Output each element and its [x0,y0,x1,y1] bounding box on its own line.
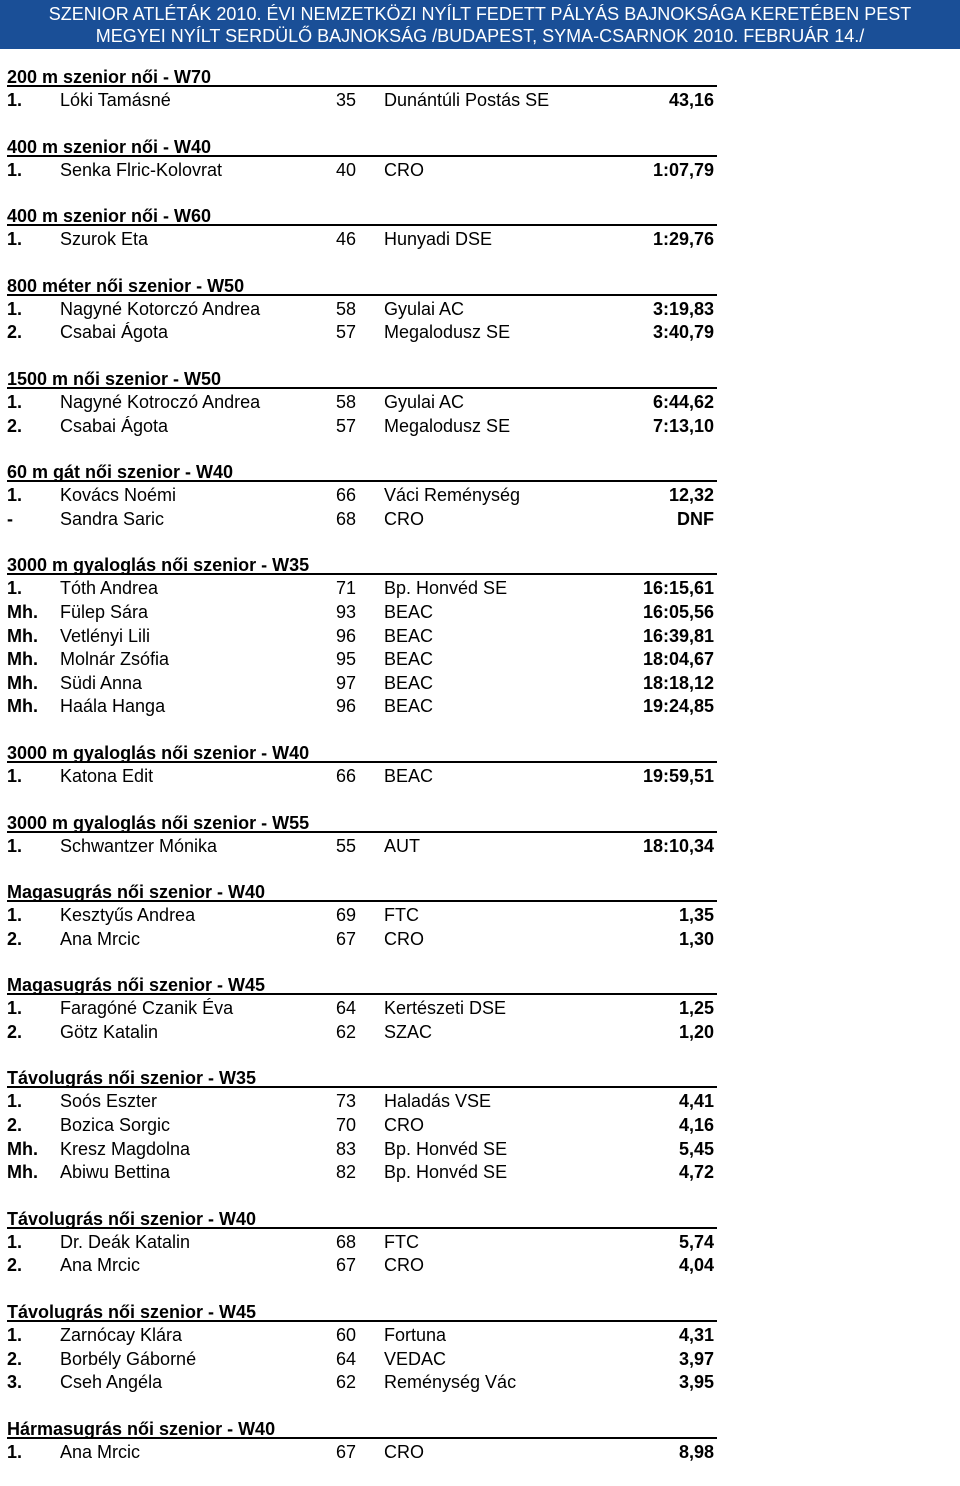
result-value: 12,32 [668,485,714,506]
result-value: 18:18,12 [642,672,714,693]
club-name: Megalodusz SE [384,322,511,343]
result-row [0,1231,960,1255]
result-value: 18:04,67 [642,649,714,670]
birth-year: 67 [336,928,357,949]
result-value: 6:44,62 [652,391,714,412]
event-title [0,1208,960,1231]
event-title [0,66,960,89]
birth-year: 62 [336,1372,357,1393]
birth-year: 69 [336,905,357,926]
result-value: 1,30 [678,928,714,949]
athlete-name: Csabai Ágota [60,415,169,436]
event-section [0,742,960,789]
result-value: 1,25 [678,998,714,1019]
event-section [0,974,960,1044]
result-row [0,928,960,952]
result-value: 1,20 [678,1021,714,1042]
club-name: Dunántúli Postás SE [384,90,550,110]
result-value: 3,95 [678,1372,714,1393]
placing: 1. [7,1091,23,1112]
club-name: Kertészeti DSE [384,998,507,1019]
result-row [0,1021,960,1045]
result-row [0,765,960,789]
result-value: 4,16 [678,1115,714,1136]
event-title-text: Magasugrás női szenior - W40 [7,882,266,903]
result-row [0,904,960,928]
placing: 1. [7,90,23,110]
athlete-name: Schwantzer Mónika [60,835,218,856]
result-row [0,391,960,415]
event-title [0,205,960,228]
result-value: DNF [677,508,714,529]
club-name: FTC [384,905,419,926]
club-name: BEAC [384,649,434,670]
club-name: CRO [384,159,424,180]
club-name: VEDAC [384,1348,447,1369]
header-line-2: MEGYEI NYÍLT SERDÜLŐ BAJNOKSÁG /BUDAPEST, SYMA-CSARNOK 2010. FEBRUÁR 14./ [95,26,865,46]
athlete-name: Csabai Ágota [60,322,169,343]
result-row [0,89,960,113]
placing: 1. [7,229,23,250]
birth-year: 70 [336,1115,357,1136]
event-title-text: 200 m szenior női - W70 [7,67,212,87]
result-value: 7:13,10 [652,415,714,436]
event-section [0,1208,960,1278]
event-title-text: 3000 m gyaloglás női szenior - W55 [7,812,310,833]
athlete-name: Abiwu Bettina [60,1162,171,1183]
athlete-name: Molnár Zsófia [60,649,170,670]
event-title [0,1301,960,1324]
birth-year: 58 [336,298,357,319]
birth-year: 60 [336,1325,357,1346]
birth-year: 46 [336,229,357,250]
placing: 1. [7,578,23,599]
result-value: 8,98 [678,1441,714,1462]
result-row [0,484,960,508]
result-row [0,648,960,672]
athlete-name: Sandra Saric [60,508,165,529]
result-value: 5,45 [678,1138,714,1159]
birth-year: 93 [336,601,357,622]
placing: 3. [7,1372,23,1393]
birth-year: 57 [336,322,357,343]
result-value: 1:29,76 [652,229,714,250]
result-row [0,321,960,345]
result-row [0,997,960,1021]
event-title [0,1418,960,1441]
event-section [0,881,960,951]
placing: Mh. [7,1162,38,1183]
event-title [0,1067,960,1090]
birth-year: 82 [336,1162,357,1183]
placing: 1. [7,1441,23,1462]
event-title [0,742,960,765]
placing: 1. [7,1325,23,1346]
placing: 1. [7,905,23,926]
result-row [0,1324,960,1348]
result-value: 3,97 [678,1348,714,1369]
birth-year: 57 [336,415,357,436]
result-row [0,672,960,696]
result-value: 1,35 [678,905,714,926]
placing: 2. [7,1348,23,1369]
athlete-name: Südi Anna [60,672,143,693]
placing: Mh. [7,601,38,622]
result-row [0,695,960,719]
athlete-name: Kesztyűs Andrea [60,905,196,926]
placing: 1. [7,159,23,180]
event-title [0,136,960,159]
result-row [0,1348,960,1372]
placing: 2. [7,1115,23,1136]
club-name: Bp. Honvéd SE [384,1138,508,1159]
placing: 1. [7,298,23,319]
result-value: 4,31 [678,1325,714,1346]
event-section [0,1301,960,1395]
athlete-name: Katona Edit [60,765,154,786]
birth-year: 62 [336,1021,357,1042]
athlete-name: Götz Katalin [60,1021,159,1042]
club-name: SZAC [384,1021,433,1042]
result-value: 16:05,56 [642,601,714,622]
club-name: BEAC [384,696,434,717]
result-value: 1:07,79 [652,159,714,180]
birth-year: 96 [336,696,357,717]
placing: 2. [7,415,23,436]
placing: Mh. [7,1138,38,1159]
event-title [0,974,960,997]
header-line-1: SZENIOR ATLÉTÁK 2010. ÉVI NEMZETKÖZI NYÍLT FEDETT PÁLYÁS BAJNOKSÁGA KERETÉBEN PEST [48,4,912,24]
placing: 2. [7,928,23,949]
athlete-name: Soós Eszter [60,1091,158,1112]
athlete-name: Cseh Angéla [60,1372,163,1393]
result-value: 43,16 [668,90,714,110]
result-row [0,415,960,439]
placing: 1. [7,998,23,1019]
birth-year: 40 [336,159,357,180]
event-title-text: Magasugrás női szenior - W45 [7,975,266,996]
athlete-name: Haála Hanga [60,696,166,717]
result-row [0,601,960,625]
club-name: BEAC [384,765,434,786]
event-title-text: Távolugrás női szenior - W40 [7,1208,257,1229]
event-title-text: 400 m szenior női - W60 [7,206,212,227]
event-title-text: 3000 m gyaloglás női szenior - W40 [7,742,310,763]
event-title [0,554,960,577]
birth-year: 68 [336,508,357,529]
club-name: BEAC [384,625,434,646]
result-value: 16:15,61 [642,578,714,599]
birth-year: 67 [336,1441,357,1462]
result-row [0,835,960,859]
result-value: 4,04 [678,1255,714,1276]
result-value: 5,74 [678,1231,714,1252]
result-value: 19:24,85 [642,696,714,717]
club-name: Gyulai AC [384,298,465,319]
club-name: AUT [384,835,420,856]
result-value: 3:40,79 [652,322,714,343]
result-row [0,508,960,532]
event-section [0,275,960,345]
club-name: CRO [384,1255,424,1276]
placing: Mh. [7,649,38,670]
club-name: BEAC [384,672,434,693]
result-row [0,1114,960,1138]
athlete-name: Kresz Magdolna [60,1138,191,1159]
club-name: CRO [384,1441,424,1462]
document-header [0,0,960,49]
athlete-name: Dr. Deák Katalin [60,1231,191,1252]
birth-year: 64 [336,998,357,1019]
club-name: Haladás VSE [384,1091,492,1112]
event-title-text: 400 m szenior női - W40 [7,136,212,157]
club-name: Fortuna [384,1325,447,1346]
birth-year: 66 [336,485,357,506]
birth-year: 55 [336,835,357,856]
club-name: Hunyadi DSE [384,229,493,250]
result-row [0,1441,960,1465]
athlete-name: Ana Mrcic [60,1441,141,1462]
placing: Mh. [7,672,38,693]
event-title [0,881,960,904]
athlete-name: Nagyné Kotroczó Andrea [60,391,261,412]
birth-year: 58 [336,391,357,412]
event-section [0,1418,960,1465]
club-name: Megalodusz SE [384,415,511,436]
result-row [0,298,960,322]
club-name: FTC [384,1231,419,1252]
result-value: 4,72 [678,1162,714,1183]
results-list [0,49,960,1464]
result-row [0,1090,960,1114]
birth-year: 83 [336,1138,357,1159]
placing: 2. [7,1255,23,1276]
birth-year: 66 [336,765,357,786]
placing: Mh. [7,696,38,717]
athlete-name: Zarnócay Klára [60,1325,183,1346]
placing: 1. [7,1231,23,1252]
event-title-text: Távolugrás női szenior - W35 [7,1068,257,1089]
event-section [0,136,960,183]
event-section [0,812,960,859]
athlete-name: Vetlényi Lili [60,625,151,646]
club-name: Bp. Honvéd SE [384,1162,508,1183]
event-title-text: Távolugrás női szenior - W45 [7,1302,257,1323]
placing: 1. [7,835,23,856]
event-title-text: 60 m gát női szenior - W40 [7,462,234,483]
birth-year: 97 [336,672,357,693]
event-title-text: 1500 m női szenior - W50 [7,368,222,389]
result-value: 16:39,81 [642,625,714,646]
result-value: 19:59,51 [642,765,714,786]
result-row [0,159,960,183]
athlete-name: Ana Mrcic [60,928,141,949]
birth-year: 68 [336,1231,357,1252]
birth-year: 73 [336,1091,357,1112]
athlete-name: Ana Mrcic [60,1255,141,1276]
event-section [0,205,960,252]
athlete-name: Lóki Tamásné [60,90,171,110]
result-value: 3:19,83 [652,298,714,319]
placing: 1. [7,765,23,786]
event-title [0,461,960,484]
result-row [0,228,960,252]
athlete-name: Kovács Noémi [60,485,177,506]
event-title [0,368,960,391]
athlete-name: Bozica Sorgic [60,1115,171,1136]
result-row [0,577,960,601]
event-title-text: Hármasugrás női szenior - W40 [7,1418,276,1439]
birth-year: 67 [336,1255,357,1276]
placing: 2. [7,1021,23,1042]
club-name: Reménység Vác [384,1372,517,1393]
athlete-name: Faragóné Czanik Éva [60,998,234,1019]
result-row [0,625,960,649]
birth-year: 96 [336,625,357,646]
placing: Mh. [7,625,38,646]
event-section [0,368,960,438]
athlete-name: Tóth Andrea [60,578,159,599]
event-section [0,461,960,531]
club-name: Bp. Honvéd SE [384,578,508,599]
birth-year: 71 [336,578,357,599]
athlete-name: Nagyné Kotorczó Andrea [60,298,261,319]
event-title-text: 3000 m gyaloglás női szenior - W35 [7,555,310,576]
club-name: CRO [384,1115,424,1136]
club-name: Gyulai AC [384,391,465,412]
event-title-text: 800 méter női szenior - W50 [7,275,245,296]
event-section [0,66,960,113]
athlete-name: Borbély Gáborné [60,1348,197,1369]
placing: 2. [7,322,23,343]
birth-year: 35 [336,90,357,110]
placing: - [7,508,13,529]
club-name: CRO [384,508,424,529]
event-section [0,554,960,719]
athlete-name: Szurok Eta [60,229,149,250]
club-name: CRO [384,928,424,949]
birth-year: 64 [336,1348,357,1369]
result-row [0,1254,960,1278]
result-value: 18:10,34 [642,835,714,856]
birth-year: 95 [336,649,357,670]
club-name: Váci Reménység [384,485,521,506]
event-title [0,812,960,835]
placing: 1. [7,485,23,506]
club-name: BEAC [384,601,434,622]
result-row [0,1371,960,1395]
placing: 1. [7,391,23,412]
result-value: 4,41 [678,1091,714,1112]
event-section [0,1067,960,1184]
event-title [0,275,960,298]
result-row [0,1138,960,1162]
result-row [0,1161,960,1185]
athlete-name: Senka Flric-Kolovrat [60,159,223,180]
athlete-name: Fülep Sára [60,601,149,622]
